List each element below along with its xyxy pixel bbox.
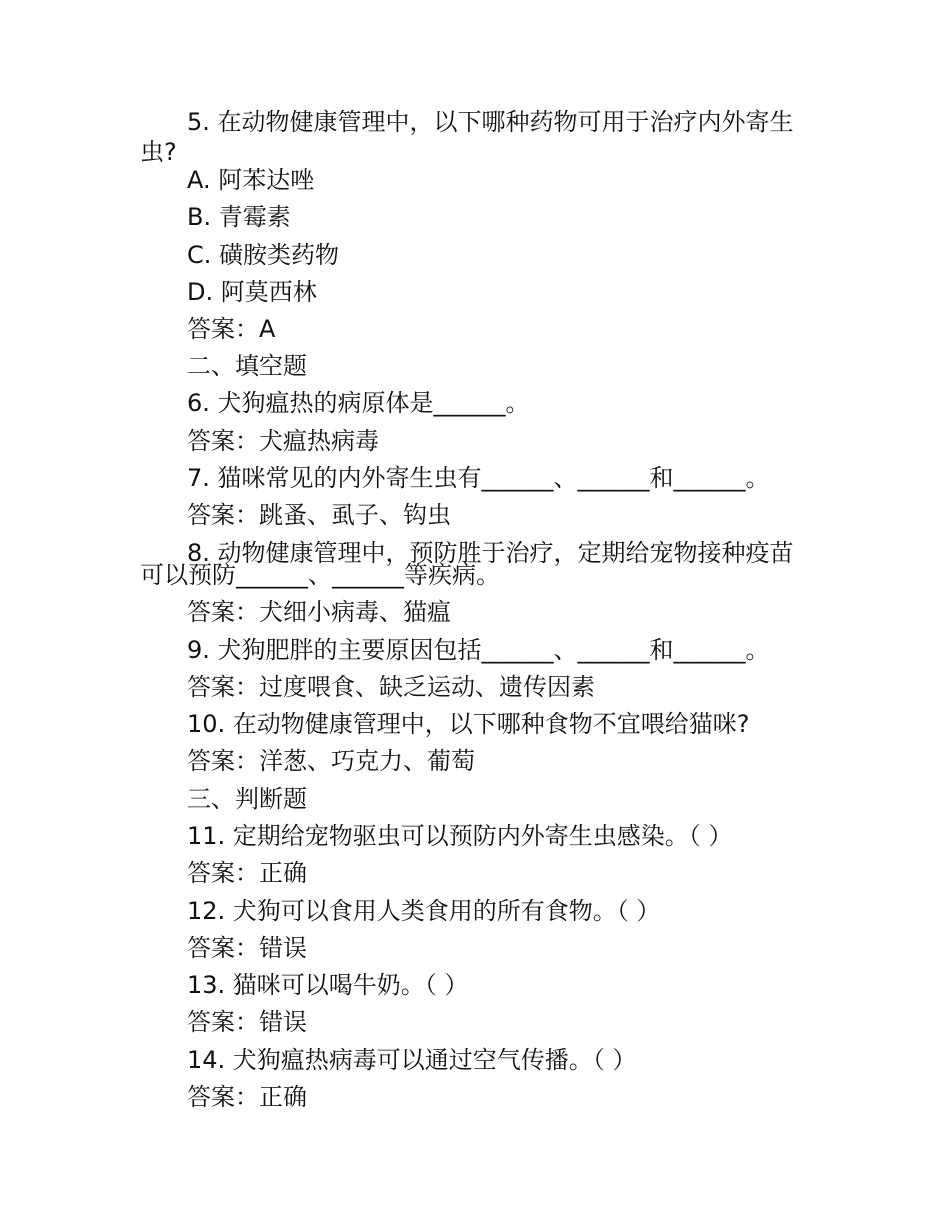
question-12: 12. 犬狗可以食用人类食用的所有食物。（ ） xyxy=(187,897,661,925)
q6-answer: 答案：犬瘟热病毒 xyxy=(187,427,379,455)
question-14: 14. 犬狗瘟热病毒可以通过空气传播。（ ） xyxy=(187,1046,637,1074)
q8-answer: 答案：犬细小病毒、猫瘟 xyxy=(187,598,451,626)
q9-answer: 答案：过度喂食、缺乏运动、遗传因素 xyxy=(187,673,595,701)
question-8 xyxy=(140,538,820,590)
question-13: 13. 猫咪可以喝牛奶。（ ） xyxy=(187,971,469,999)
section-2-title: 二、填空题 xyxy=(187,352,307,380)
question-10: 10. 在动物健康管理中，以下哪种食物不宜喂给猫咪? xyxy=(187,710,750,738)
q5-option-c: C. 磺胺类药物 xyxy=(187,241,340,269)
q10-answer: 答案：洋葱、巧克力、葡萄 xyxy=(187,747,475,775)
question-6: 6. 犬狗瘟热的病原体是______。 xyxy=(187,389,530,417)
q12-answer: 答案：错误 xyxy=(187,934,307,962)
question-7: 7. 猫咪常见的内外寄生虫有______、______和______。 xyxy=(187,464,770,492)
question-5 xyxy=(140,107,820,167)
q5-option-b: B. 青霉素 xyxy=(187,203,291,231)
question-5-line-1: 5. 在动物健康管理中，以下哪种药物可用于治疗内外寄生 xyxy=(187,108,794,136)
q13-answer: 答案：错误 xyxy=(187,1008,307,1036)
question-8-line-2: 可以预防______、______等疾病。 xyxy=(140,561,500,589)
question-9: 9. 犬狗肥胖的主要原因包括______、______和______。 xyxy=(187,636,770,664)
q14-answer: 答案：正确 xyxy=(187,1083,307,1111)
question-11: 11. 定期给宠物驱虫可以预防内外寄生虫感染。（ ） xyxy=(187,822,733,850)
q5-option-a: A. 阿苯达唑 xyxy=(187,166,315,194)
q5-answer: 答案：A xyxy=(187,315,276,343)
question-8-line-1: 8. 动物健康管理中，预防胜于治疗，定期给宠物接种疫苗 xyxy=(187,539,794,567)
section-3-title: 三、判断题 xyxy=(187,785,307,813)
q5-option-d: D. 阿莫西林 xyxy=(187,278,317,306)
q7-answer: 答案：跳蚤、虱子、钩虫 xyxy=(187,501,451,529)
q11-answer: 答案：正确 xyxy=(187,859,307,887)
question-5-line-2: 虫? xyxy=(140,138,177,166)
